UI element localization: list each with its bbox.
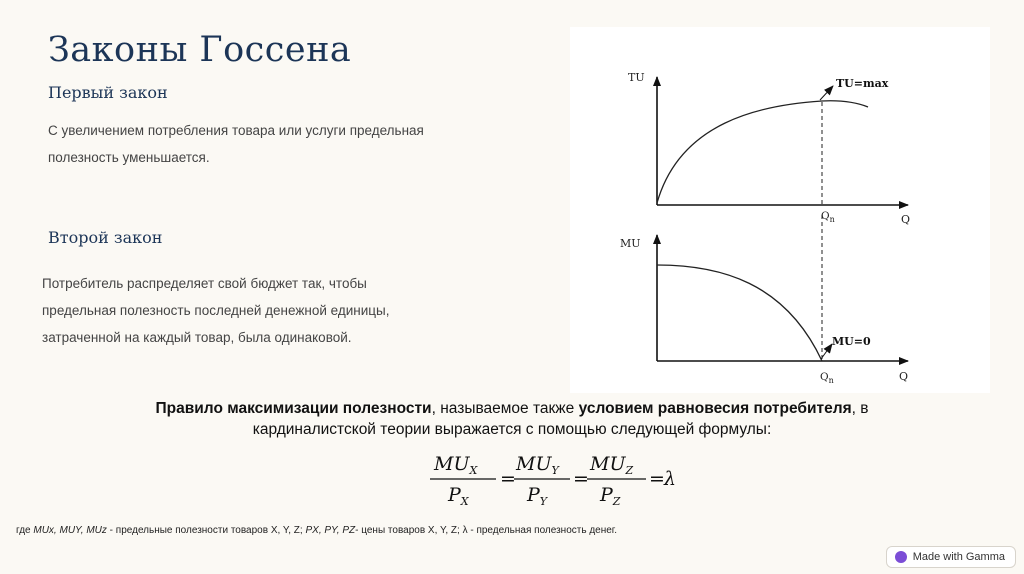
second-law-line-2: предельная полезность последней денежной единицы,: [42, 303, 390, 318]
utility-rule-line-2: кардиналистской теории выражается с помощью следующей формулы:: [252, 421, 772, 438]
tu-curve: [657, 101, 868, 203]
tu-max-pointer: [820, 86, 833, 100]
utility-rule-text-1: , называемое также: [431, 400, 579, 417]
second-law-line-1: Потребитель распределяет свой бюджет так, чтобы: [42, 276, 367, 291]
footnote-italic-1: MUx, MUY, MUz: [33, 525, 107, 536]
footnote-text-1: где: [16, 525, 34, 536]
gossen-graph-svg: [570, 27, 990, 393]
tu-y-label: TU: [628, 71, 645, 84]
mu-y-label: MU: [620, 237, 641, 250]
mu-zero-annotation: MU=0: [832, 335, 871, 348]
footnote-text-3: - цены товаров X, Y, Z; λ - предельная полезность денег.: [355, 525, 618, 536]
mu-x-label: Q: [899, 370, 909, 383]
first-law-heading: Первый закон: [48, 83, 168, 102]
tu-x-label: Q: [901, 213, 911, 226]
gamma-logo-icon: [895, 551, 907, 563]
page-title: Законы Госсена: [48, 30, 352, 70]
second-law-heading: Второй закон: [48, 228, 163, 247]
first-law-text: [48, 117, 424, 171]
equals-sign-3: =: [649, 468, 665, 490]
p-y-denominator: $P_Y$: [527, 484, 548, 508]
gamma-badge-label: Made with Gamma: [912, 551, 1005, 563]
equilibrium-formula: [420, 451, 680, 511]
first-law-line-2: полезность уменьшается.: [48, 150, 210, 165]
tu-max-annotation: TU=max: [836, 77, 889, 90]
first-law-line-1: С увеличением потребления товара или услуги предельная: [48, 123, 424, 138]
formula-footnote: [16, 525, 617, 536]
equals-sign-2: =: [573, 468, 589, 490]
mu-zero-pointer: [821, 344, 832, 359]
gossen-graph: [570, 27, 990, 393]
mu-x-numerator: $MU_X$: [434, 453, 478, 477]
second-law-line-3: затраченной на каждый товар, была одинаковой.: [42, 330, 352, 345]
p-x-denominator: $P_X$: [448, 484, 469, 508]
p-z-denominator: $P_Z$: [600, 484, 621, 508]
mu-q-label: $Q_n$: [820, 371, 834, 385]
equals-sign-1: =: [500, 468, 516, 490]
utility-rule-line-1: [30, 398, 994, 419]
footnote-text-2: - предельные полезности товаров X, Y, Z;: [106, 525, 306, 536]
mu-z-numerator: $MU_Z$: [590, 453, 634, 477]
utility-rule-bold-2: условием равновесия потребителя: [578, 400, 852, 417]
lambda-symbol: λ: [664, 468, 677, 490]
tu-q-label: $Q_n$: [821, 210, 835, 224]
equilibrium-formula-svg: [420, 451, 680, 511]
utility-rule-bold-1: Правило максимизации полезности: [155, 400, 432, 417]
made-with-gamma-badge[interactable]: [886, 546, 1016, 568]
mu-y-numerator: $MU_Y$: [516, 453, 559, 477]
second-law-text: [42, 270, 389, 351]
utility-rule-text: [30, 398, 994, 440]
footnote-italic-2: PX, PY, PZ: [305, 525, 356, 536]
mu-curve: [657, 265, 822, 361]
utility-rule-text-2: , в: [851, 400, 869, 417]
